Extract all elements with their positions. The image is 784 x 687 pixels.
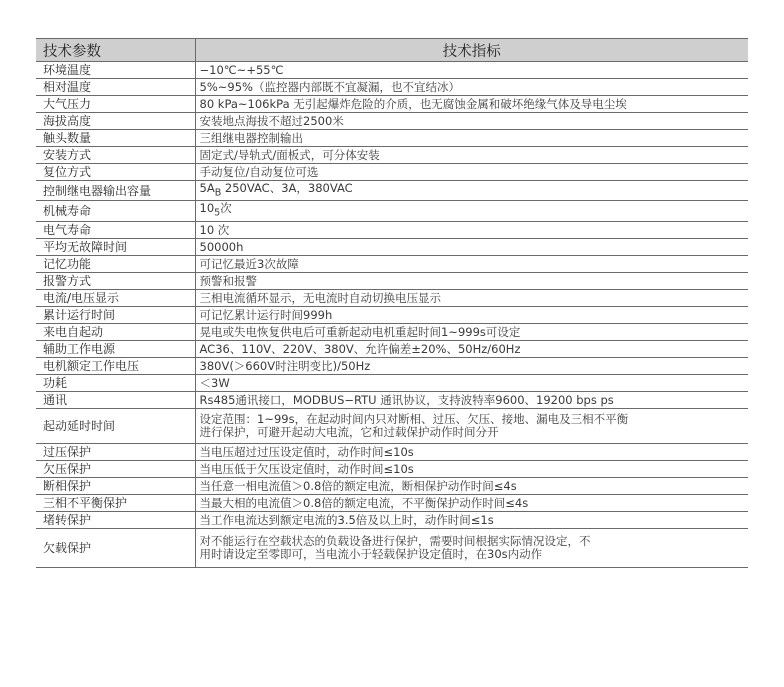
table-row xyxy=(36,289,748,306)
table-header-row xyxy=(36,39,748,62)
table-row xyxy=(36,201,748,221)
table-row xyxy=(36,147,748,164)
value-rest: 250VAC、3A，380VAC xyxy=(221,181,353,195)
table-row xyxy=(36,443,748,460)
row-key: 起动延时时间 xyxy=(36,408,195,443)
row-value: 三相电流循环显示，无电流时自动切换电压显示 xyxy=(195,289,748,306)
table-row xyxy=(36,528,748,567)
value-line-2: 用时请设定至零即可，当电流小于轻载保护设定值时，在30s内动作 xyxy=(199,546,543,561)
table-row xyxy=(36,255,748,272)
table-row xyxy=(36,306,748,323)
value-main: 5A xyxy=(199,181,215,195)
table-row xyxy=(36,408,748,443)
value-subscript: 5 xyxy=(214,207,221,219)
row-value: 当工作电流达到额定电流的3.5倍及以上时，动作时间≤1s xyxy=(195,511,748,528)
table-row xyxy=(36,357,748,374)
row-value: 手动复位/自动复位可选 xyxy=(195,164,748,181)
row-key: 欠载保护 xyxy=(43,540,92,555)
spec-table xyxy=(36,38,748,568)
row-value: 三组继电器控制输出 xyxy=(195,130,748,147)
row-key: 记忆功能 xyxy=(36,255,195,272)
row-key: 机械寿命 xyxy=(36,201,195,221)
value-subscript: B xyxy=(214,187,222,199)
value-rest: 次 xyxy=(220,201,232,216)
row-value: 50000h xyxy=(195,238,748,255)
value-line-1: 对不能运行在空载状态的负载设备进行保护，需要时间根据实际情况设定，不 xyxy=(199,533,591,548)
row-key: 辅助工作电源 xyxy=(36,340,195,357)
row-key: 累计运行时间 xyxy=(36,306,195,323)
table-row xyxy=(36,221,748,238)
row-key: 欠压保护 xyxy=(36,460,195,477)
table-row xyxy=(36,113,748,130)
table-row xyxy=(36,62,748,79)
table-row xyxy=(36,181,748,201)
row-key: 电机额定工作电压 xyxy=(36,357,195,374)
table-row xyxy=(36,460,748,477)
row-value xyxy=(195,181,748,201)
table-row xyxy=(36,272,748,289)
row-value: 预警和报警 xyxy=(195,272,748,289)
row-value: ＜3W xyxy=(195,374,748,391)
row-value: 当最大相的电流值＞0.8倍的额定电流，不平衡保护动作时间≤4s xyxy=(195,494,748,511)
row-value: −10℃~+55℃ xyxy=(195,62,748,79)
row-value: 晃电或失电恢复供电后可重新起动电机重起时间1~999s可设定 xyxy=(195,323,748,340)
row-key: 环境温度 xyxy=(36,62,195,79)
row-value: Rs485通讯接口，MODBUS−RTU 通讯协议，支持波特率9600、19200 bps ps xyxy=(195,391,748,408)
row-value: 当电压超过过压设定值时，动作时间≤10s xyxy=(195,443,748,460)
row-value: 可记忆最近3次故障 xyxy=(195,255,748,272)
row-value: 当任意一相电流值＞0.8倍的额定电流，断相保护动作时间≤4s xyxy=(195,477,748,494)
row-value xyxy=(195,408,748,443)
table-row xyxy=(36,340,748,357)
table-row xyxy=(36,323,748,340)
header-spec: 技术指标 xyxy=(195,39,748,62)
table-row xyxy=(36,164,748,181)
row-key: 断相保护 xyxy=(36,477,195,494)
row-value: 10 次 xyxy=(195,221,748,238)
row-key: 电流/电压显示 xyxy=(36,289,195,306)
row-value: 固定式/导轨式/面板式，可分体安装 xyxy=(195,147,748,164)
table-row xyxy=(36,96,748,113)
table-row xyxy=(36,494,748,511)
table-row xyxy=(36,477,748,494)
row-key: 过压保护 xyxy=(36,443,195,460)
row-value: AC36、110V、220V、380V、允许偏差±20%、50Hz/60Hz xyxy=(195,340,748,357)
row-key: 复位方式 xyxy=(36,164,195,181)
table-row xyxy=(36,130,748,147)
row-value: 安装地点海拔不超过2500米 xyxy=(195,113,748,130)
row-value xyxy=(195,201,748,221)
table-row xyxy=(36,238,748,255)
row-key: 通讯 xyxy=(36,391,195,408)
table-row xyxy=(36,374,748,391)
row-value xyxy=(195,528,748,567)
value-line-2: 进行保护，可避开起动大电流，它和过载保护动作时间分开 xyxy=(199,424,499,439)
row-key: 三相不平衡保护 xyxy=(36,494,195,511)
row-key: 堵转保护 xyxy=(36,511,195,528)
table-row xyxy=(36,79,748,96)
row-value: 5%~95%（监控器内部既不宜凝漏，也不宜结冰） xyxy=(195,79,748,96)
row-key: 来电自起动 xyxy=(36,323,195,340)
row-key: 报警方式 xyxy=(36,272,195,289)
row-value: 当电压低于欠压设定值时，动作时间≤10s xyxy=(195,460,748,477)
row-key: 安装方式 xyxy=(36,147,195,164)
row-key: 大气压力 xyxy=(36,96,195,113)
row-key: 功耗 xyxy=(36,374,195,391)
row-value: 380V(＞660V时注明变比)/50Hz xyxy=(195,357,748,374)
value-main: 10 xyxy=(199,201,215,216)
row-key: 触头数量 xyxy=(36,130,195,147)
table-row xyxy=(36,511,748,528)
value-line-1: 设定范围：1~99s，在起动时间内只对断相、过压、欠压、接地、漏电及三相不平衡 xyxy=(199,411,629,426)
row-key: 电气寿命 xyxy=(36,221,195,238)
table-row xyxy=(36,391,748,408)
row-key: 海拔高度 xyxy=(36,113,195,130)
row-value: 80 kPa~106kPa 无引起爆炸危险的介质，也无腐蚀金属和破坏绝缘气体及导电尘埃 xyxy=(195,96,748,113)
row-key: 控制继电器输出容量 xyxy=(36,181,195,201)
row-key: 平均无故障时间 xyxy=(36,238,195,255)
row-value: 可记忆累计运行时间999h xyxy=(195,306,748,323)
header-param: 技术参数 xyxy=(36,39,195,62)
row-key: 相对温度 xyxy=(36,79,195,96)
